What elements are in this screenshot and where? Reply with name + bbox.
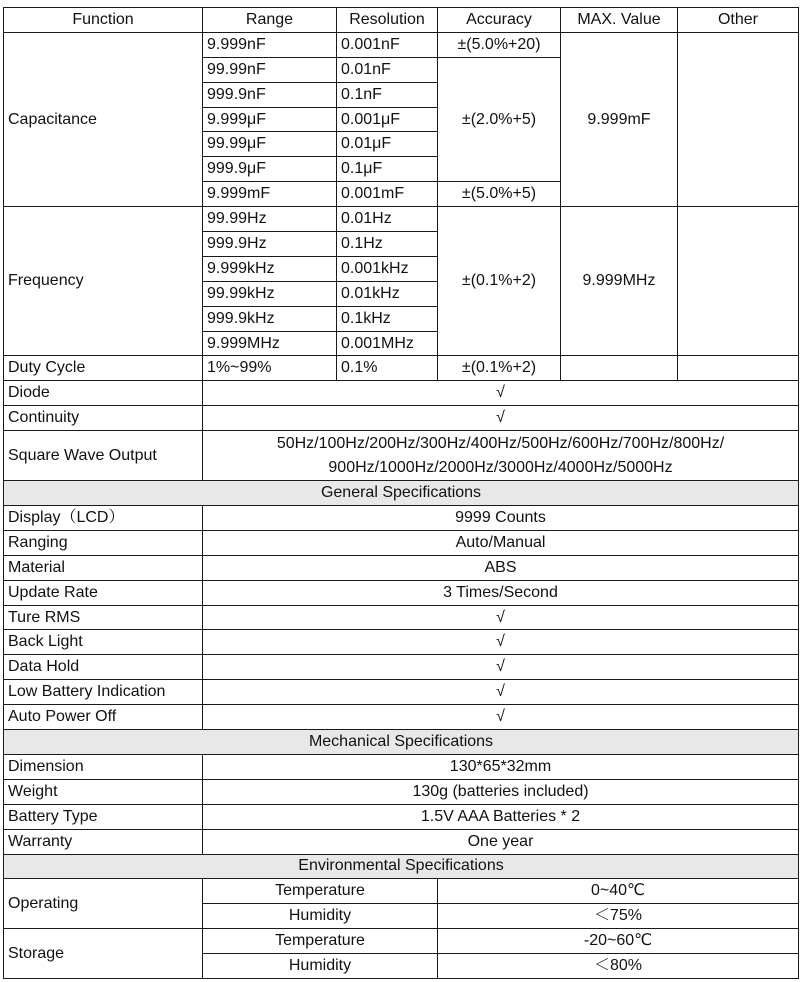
general-value: 3 Times/Second — [203, 580, 799, 605]
general-label: Ranging — [4, 530, 203, 555]
storage-temperature-label: Temperature — [203, 929, 438, 954]
frequency-resolution: 0.001MHz — [337, 331, 438, 356]
header-resolution: Resolution — [337, 8, 438, 33]
capacitance-resolution: 0.001μF — [337, 107, 438, 132]
general-label: Ture RMS — [4, 605, 203, 630]
duty-cycle-other — [678, 356, 799, 381]
general-section-row — [4, 481, 799, 506]
frequency-accuracy: ±(0.1%+2) — [438, 207, 561, 356]
capacitance-range: 999.9nF — [203, 82, 337, 107]
operating-temperature-value: 0~40℃ — [438, 879, 799, 904]
frequency-resolution: 0.1Hz — [337, 232, 438, 257]
capacitance-max-value: 9.999mF — [561, 32, 678, 206]
capacitance-label: Capacitance — [4, 32, 203, 206]
general-row — [4, 605, 799, 630]
mechanical-section-title: Mechanical Specifications — [4, 730, 799, 755]
general-row — [4, 630, 799, 655]
mechanical-value: One year — [203, 829, 799, 854]
general-value: 9999 Counts — [203, 506, 799, 531]
continuity-check-icon: √ — [203, 406, 799, 431]
capacitance-range: 99.99nF — [203, 57, 337, 82]
mechanical-label: Battery Type — [4, 804, 203, 829]
capacitance-accuracy: ±(5.0%+5) — [438, 182, 561, 207]
header-function: Function — [4, 8, 203, 33]
mechanical-label: Weight — [4, 779, 203, 804]
operating-temperature-label: Temperature — [203, 879, 438, 904]
mechanical-row — [4, 804, 799, 829]
frequency-resolution: 0.1kHz — [337, 306, 438, 331]
frequency-range: 99.99kHz — [203, 281, 337, 306]
capacitance-range: 9.999μF — [203, 107, 337, 132]
frequency-other — [678, 207, 799, 356]
header-row — [4, 8, 799, 33]
header-accuracy: Accuracy — [438, 8, 561, 33]
general-row — [4, 506, 799, 531]
square-wave-values: 50Hz/100Hz/200Hz/300Hz/400Hz/500Hz/600Hz/700Hz/800Hz/ 900Hz/1000Hz/2000Hz/3000Hz/4000Hz/5000Hz — [203, 431, 799, 481]
frequency-range: 999.9Hz — [203, 232, 337, 257]
mechanical-value: 130g (batteries included) — [203, 779, 799, 804]
duty-cycle-resolution: 0.1% — [337, 356, 438, 381]
general-label: Back Light — [4, 630, 203, 655]
frequency-range: 9.999MHz — [203, 331, 337, 356]
check-icon: √ — [203, 605, 799, 630]
duty-cycle-label: Duty Cycle — [4, 356, 203, 381]
frequency-row — [4, 207, 799, 232]
frequency-range: 999.9kHz — [203, 306, 337, 331]
environmental-section-title: Environmental Specifications — [4, 854, 799, 879]
capacitance-resolution: 0.001mF — [337, 182, 438, 207]
frequency-resolution: 0.001kHz — [337, 256, 438, 281]
header-range: Range — [203, 8, 337, 33]
frequency-label: Frequency — [4, 207, 203, 356]
capacitance-resolution: 0.01μF — [337, 132, 438, 157]
frequency-max-value: 9.999MHz — [561, 207, 678, 356]
general-row — [4, 655, 799, 680]
capacitance-range: 99.99μF — [203, 132, 337, 157]
duty-cycle-range: 1%~99% — [203, 356, 337, 381]
capacitance-row — [4, 32, 799, 57]
general-label: Display（LCD） — [4, 506, 203, 531]
frequency-range: 9.999kHz — [203, 256, 337, 281]
check-icon: √ — [203, 630, 799, 655]
frequency-range: 99.99Hz — [203, 207, 337, 232]
capacitance-range: 9.999mF — [203, 182, 337, 207]
frequency-resolution: 0.01Hz — [337, 207, 438, 232]
capacitance-range: 9.999nF — [203, 32, 337, 57]
capacitance-resolution: 0.1μF — [337, 157, 438, 182]
mechanical-label: Dimension — [4, 754, 203, 779]
capacitance-resolution: 0.001nF — [337, 32, 438, 57]
mechanical-label: Warranty — [4, 829, 203, 854]
continuity-label: Continuity — [4, 406, 203, 431]
mechanical-value: 1.5V AAA Batteries * 2 — [203, 804, 799, 829]
mechanical-section-row — [4, 730, 799, 755]
operating-humidity-label: Humidity — [203, 904, 438, 929]
storage-row — [4, 929, 799, 954]
general-label: Update Rate — [4, 580, 203, 605]
general-label: Data Hold — [4, 655, 203, 680]
general-row — [4, 580, 799, 605]
header-max-value: MAX. Value — [561, 8, 678, 33]
general-label: Auto Power Off — [4, 705, 203, 730]
mechanical-row — [4, 829, 799, 854]
diode-check-icon: √ — [203, 381, 799, 406]
diode-row — [4, 381, 799, 406]
general-label: Material — [4, 555, 203, 580]
general-row — [4, 680, 799, 705]
general-row — [4, 530, 799, 555]
mechanical-value: 130*65*32mm — [203, 754, 799, 779]
storage-humidity-value: ＜80% — [438, 954, 799, 979]
duty-cycle-max-value — [561, 356, 678, 381]
check-icon: √ — [203, 705, 799, 730]
continuity-row — [4, 406, 799, 431]
square-wave-row — [4, 431, 799, 481]
operating-humidity-value: ＜75% — [438, 904, 799, 929]
check-icon: √ — [203, 680, 799, 705]
mechanical-row — [4, 754, 799, 779]
general-row — [4, 555, 799, 580]
check-icon: √ — [203, 655, 799, 680]
mechanical-row — [4, 779, 799, 804]
capacitance-resolution: 0.01nF — [337, 57, 438, 82]
frequency-resolution: 0.01kHz — [337, 281, 438, 306]
capacitance-other — [678, 32, 799, 206]
square-wave-label: Square Wave Output — [4, 431, 203, 481]
general-label: Low Battery Indication — [4, 680, 203, 705]
capacitance-accuracy: ±(5.0%+20) — [438, 32, 561, 57]
duty-cycle-row — [4, 356, 799, 381]
storage-humidity-label: Humidity — [203, 954, 438, 979]
specifications-table — [3, 7, 799, 979]
diode-label: Diode — [4, 381, 203, 406]
general-row — [4, 705, 799, 730]
general-value: Auto/Manual — [203, 530, 799, 555]
storage-label: Storage — [4, 929, 203, 979]
general-value: ABS — [203, 555, 799, 580]
duty-cycle-accuracy: ±(0.1%+2) — [438, 356, 561, 381]
capacitance-accuracy: ±(2.0%+5) — [438, 57, 561, 181]
operating-row — [4, 879, 799, 904]
header-other: Other — [678, 8, 799, 33]
general-section-title: General Specifications — [4, 481, 799, 506]
environmental-section-row — [4, 854, 799, 879]
operating-label: Operating — [4, 879, 203, 929]
storage-temperature-value: -20~60℃ — [438, 929, 799, 954]
capacitance-range: 999.9μF — [203, 157, 337, 182]
capacitance-resolution: 0.1nF — [337, 82, 438, 107]
